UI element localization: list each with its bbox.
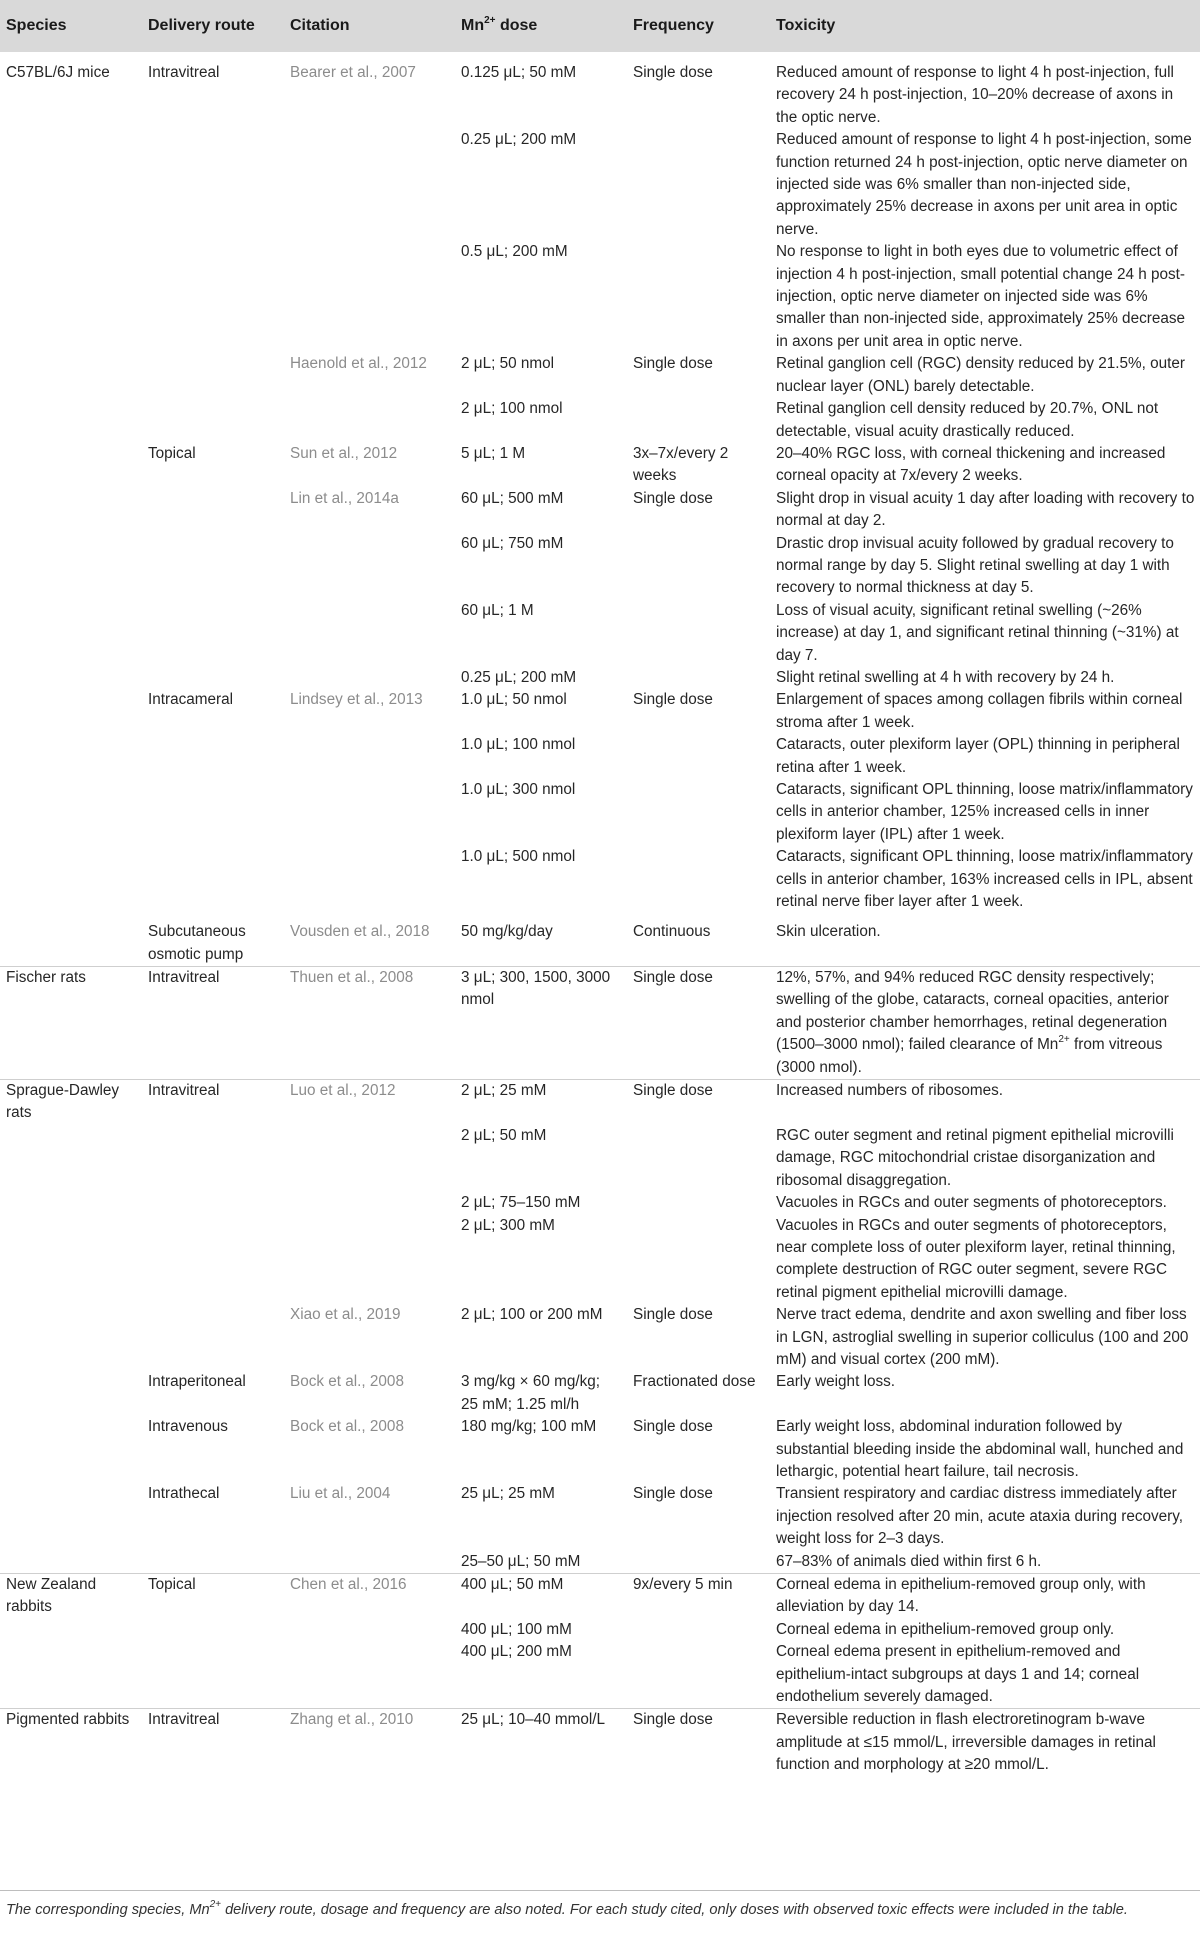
frequency-cell	[627, 1125, 770, 1192]
table-row	[0, 967, 1200, 1080]
frequency-cell	[627, 533, 770, 600]
citation-cell	[284, 129, 455, 241]
dose-cell: 1.0 μL; 500 nmol	[461, 848, 576, 866]
citation-cell: Sun et al., 2012	[290, 444, 398, 462]
route-cell	[142, 533, 284, 600]
route-cell: Topical	[148, 444, 196, 462]
citation-cell	[284, 1551, 455, 1574]
header-row	[0, 0, 1200, 52]
dose-cell: 2 μL; 100 or 200 mM	[461, 1306, 603, 1324]
citation-cell	[284, 1192, 455, 1214]
species-cell	[0, 1215, 142, 1305]
toxicity-cell: Reduced amount of response to light 4 h post-injection, some function returned 24 h post-injection, optic nerve diameter on injected side was 6% smaller than non-injected side, approximately 25% decrease in axons per unit area in optic nerve.	[776, 131, 1192, 238]
route-cell	[142, 1641, 284, 1709]
species-cell	[0, 1416, 142, 1483]
frequency-cell	[627, 600, 770, 667]
dose-cell: 400 μL; 200 mM	[455, 1641, 627, 1709]
species-cell	[0, 600, 142, 667]
table-row	[0, 689, 1200, 734]
dose-cell: 50 mg/kg/day	[455, 921, 627, 966]
frequency-cell: Single dose	[633, 489, 713, 507]
route-cell: Topical	[148, 1576, 196, 1593]
toxicity-cell: Vacuoles in RGCs and outer segments of photoreceptors, near complete loss of outer plexiform layer, retinal thinning, complete destruction of RGC outer segment, severe RGC retinal pigment epithelial microvilli damage.	[776, 1216, 1176, 1301]
header-citation: Citation	[290, 17, 350, 34]
table-row	[0, 443, 1200, 488]
species-cell	[0, 1483, 142, 1550]
superscript: 2+	[209, 1899, 222, 1911]
table-row	[0, 241, 1200, 353]
route-cell	[142, 129, 284, 241]
table-row	[0, 1192, 1200, 1214]
dose-cell: 2 μL; 50 mM	[461, 1126, 547, 1144]
citation-cell	[284, 846, 455, 921]
citation-cell: Thuen et al., 2008	[284, 967, 455, 1080]
frequency-cell	[627, 779, 770, 846]
toxicity-cell: Retinal ganglion cell density reduced by 20.7%, ONL not detectable, visual acuity drastically reduced.	[776, 400, 1159, 440]
route-cell	[142, 488, 284, 533]
toxicity-cell: Vacuoles in RGCs and outer segments of photoreceptors.	[776, 1194, 1167, 1212]
route-cell: Intravitreal	[142, 967, 284, 1080]
dose-cell: 5 μL; 1 M	[461, 444, 526, 462]
toxicity-cell: Early weight loss, abdominal induration followed by substantial bleeding inside the abdominal wall, hunched and lethargic, potential heart failure, tail necrosis.	[776, 1418, 1184, 1480]
table-row	[0, 1641, 1200, 1709]
table-footnote: The corresponding species, $Mn^{2+}$ delivery route, dosage and frequency are also noted. For each study cited, only doses with observed toxic effects were included in the table.	[6, 1899, 1128, 1918]
frequency-cell	[627, 1192, 770, 1214]
toxicity-cell: Cataracts, significant OPL thinning, loose matrix/inflammatory cells in anterior chamber, 125% increased cells in inner plexiform layer (IPL) after 1 week.	[776, 781, 1193, 843]
citation-cell	[284, 1125, 455, 1192]
dose-cell: 3 mg/kg × 60 mg/kg; 25 mM; 1.25 ml/h	[461, 1373, 601, 1413]
route-cell	[142, 734, 284, 779]
frequency-cell	[627, 1215, 770, 1305]
table-row	[0, 846, 1200, 921]
toxicity-cell: 12%, 57%, and 94% reduced RGC density respectively; swelling of the globe, cataracts, corneal opacities, anterior and posterior chamber hemorrhages, retinal degeneration (1500–3000 nmol); failed clearance of $Mn^{2+}$ from vitreous (3000 nmol).	[770, 967, 1200, 1080]
species-cell: Pigmented rabbits	[6, 1711, 130, 1729]
table-row	[0, 1215, 1200, 1305]
citation-cell	[284, 779, 455, 846]
species-cell	[0, 1125, 142, 1192]
citation-cell: Lin et al., 2014a	[290, 489, 399, 507]
frequency-cell: Single dose	[633, 691, 713, 709]
frequency-cell: Single dose	[633, 1418, 713, 1436]
citation-cell: Luo et al., 2012	[290, 1082, 396, 1100]
route-cell: Intrathecal	[148, 1485, 220, 1503]
frequency-cell	[627, 1641, 770, 1709]
dose-cell: 60 μL; 1 M	[461, 601, 534, 619]
route-cell	[142, 1125, 284, 1192]
dose-cell: 60 μL; 750 mM	[461, 534, 564, 552]
frequency-cell: Single dose	[633, 64, 713, 81]
species-cell	[0, 1641, 142, 1709]
frequency-cell	[627, 241, 770, 353]
dose-cell: 60 μL; 500 mM	[461, 489, 564, 507]
table-row	[0, 1619, 1200, 1641]
frequency-cell: Single dose	[633, 1306, 713, 1324]
route-cell: Intracameral	[148, 691, 234, 709]
route-cell: Intravitreal	[148, 1711, 220, 1729]
species-cell	[0, 1304, 142, 1371]
table-row	[0, 1125, 1200, 1192]
table-row	[0, 600, 1200, 667]
toxicity-cell: 67–83% of animals died within first 6 h.	[770, 1551, 1200, 1574]
toxicity-cell: Early weight loss.	[776, 1373, 896, 1391]
frequency-cell	[627, 667, 770, 689]
route-cell	[142, 1192, 284, 1214]
frequency-cell: 9x/every 5 min	[633, 1576, 733, 1593]
header-toxicity: Toxicity	[776, 17, 836, 34]
route-cell	[142, 600, 284, 667]
table-row	[0, 52, 1200, 129]
toxicity-cell: Slight drop in visual acuity 1 day after loading with recovery to normal at day 2.	[776, 489, 1195, 530]
toxicity-cell: Reversible reduction in flash electroretinogram b-wave amplitude at ≤15 mmol/L, irreversible damages in retinal function and morphology at ≥20 mmol/L.	[776, 1711, 1156, 1774]
dose-cell: 0.25 μL; 200 mM	[461, 131, 577, 149]
toxicity-cell: Reduced amount of response to light 4 h post-injection, full recovery 24 h post-injection, 10–20% decrease of axons in the optic nerve.	[776, 64, 1174, 126]
citation-cell: Bock et al., 2008	[290, 1418, 404, 1436]
toxicity-cell: Increased numbers of ribosomes.	[776, 1082, 1004, 1100]
dose-cell: 25 μL; 25 mM	[461, 1485, 555, 1503]
frequency-cell	[627, 1551, 770, 1574]
dose-cell: 2 μL; 100 nmol	[461, 400, 563, 418]
dose-cell: 180 mg/kg; 100 mM	[461, 1418, 597, 1436]
frequency-cell: Single dose	[627, 967, 770, 1080]
toxicity-cell: Corneal edema present in epithelium-removed and epithelium-intact subgroups at days 1 and 14; corneal endothelium severely damaged.	[770, 1641, 1200, 1709]
frequency-cell: 3x–7x/every 2 weeks	[633, 444, 729, 485]
dose-cell: 2 μL; 75–150 mM	[461, 1194, 581, 1212]
route-cell	[142, 1551, 284, 1574]
citation-cell: Zhang et al., 2010	[290, 1711, 414, 1729]
dose-cell: 0.5 μL; 200 mM	[461, 243, 568, 261]
table-row	[0, 1483, 1200, 1550]
table-row	[0, 734, 1200, 779]
species-cell	[0, 779, 142, 846]
species-cell	[0, 443, 142, 488]
route-cell	[142, 1619, 284, 1641]
dose-cell: 25 μL; 10–40 mmol/L	[461, 1711, 606, 1729]
toxicity-cell: Corneal edema in epithelium-removed group only, with alleviation by day 14.	[776, 1576, 1146, 1616]
dose-cell: 3 μL; 300, 1500, 3000 nmol	[455, 967, 627, 1080]
table-row	[0, 398, 1200, 443]
toxicity-cell: Drastic drop invisual acuity followed by gradual recovery to normal range by day 5. Slight retinal swelling at day 1 with recovery to normal thickness at day 5.	[776, 534, 1174, 597]
citation-cell: Haenold et al., 2012	[290, 355, 427, 373]
citation-cell	[284, 667, 455, 689]
species-cell	[0, 921, 142, 966]
dose-cell: 2 μL; 50 nmol	[461, 355, 554, 373]
toxicity-cell: Transient respiratory and cardiac distress immediately after injection resolved after 20 min, acute ataxia during recovery, weight loss for 2–3 days.	[776, 1485, 1183, 1548]
frequency-cell	[627, 1619, 770, 1641]
species-cell: Fischer rats	[0, 967, 142, 1080]
table-row	[0, 667, 1200, 689]
frequency-cell: Continuous	[627, 921, 770, 966]
toxicity-cell: No response to light in both eyes due to volumetric effect of injection 4 h post-injection, small potential change 24 h post-injection, optic nerve diameter on injected side was 6% smaller than non-injected side, approximately 25% decrease in axons per unit area in optic nerve.	[776, 243, 1186, 350]
frequency-cell: Single dose	[633, 1082, 713, 1100]
table-body	[0, 52, 1200, 1777]
species-cell	[0, 398, 142, 443]
frequency-cell	[627, 129, 770, 241]
table-row	[0, 129, 1200, 241]
route-cell	[142, 353, 284, 398]
toxicity-cell: Slight retinal swelling at 4 h with recovery by 24 h.	[776, 668, 1115, 686]
toxicity-cell: Skin ulceration.	[770, 921, 1200, 966]
toxicity-cell: Enlargement of spaces among collagen fibrils within corneal stroma after 1 week.	[776, 691, 1183, 731]
citation-cell	[284, 1619, 455, 1641]
route-cell	[142, 1215, 284, 1305]
citation-cell	[284, 1641, 455, 1709]
route-cell	[142, 846, 284, 921]
dose-cell: 25–50 μL; 50 mM	[455, 1551, 627, 1574]
species-cell: Sprague-Dawley rats	[6, 1082, 120, 1122]
superscript: 2+	[1058, 1034, 1070, 1046]
species-cell	[0, 1619, 142, 1641]
dose-cell: 400 μL; 50 mM	[461, 1576, 564, 1593]
table-row	[0, 779, 1200, 846]
species-cell	[0, 129, 142, 241]
citation-cell	[284, 241, 455, 353]
route-cell: Intraperitoneal	[148, 1373, 246, 1391]
citation-cell: Bock et al., 2008	[290, 1373, 404, 1391]
route-cell: Intravitreal	[148, 64, 220, 81]
route-cell: Subcutaneous osmotic pump	[142, 921, 284, 966]
table-row	[0, 1574, 1200, 1619]
frequency-cell: Single dose	[633, 1485, 713, 1503]
frequency-cell: Fractionated dose	[633, 1373, 756, 1391]
citation-cell	[284, 398, 455, 443]
header-route: Delivery route	[148, 17, 255, 34]
species-cell: New Zealand rabbits	[6, 1576, 97, 1616]
table-row	[0, 1304, 1200, 1371]
route-cell	[142, 398, 284, 443]
toxicity-cell: Retinal ganglion cell (RGC) density reduced by 21.5%, outer nuclear layer (ONL) barely detectable.	[776, 355, 1185, 395]
table-row	[0, 1416, 1200, 1483]
dose-cell: 0.125 μL; 50 mM	[461, 64, 577, 81]
toxicity-cell: 20–40% RGC loss, with corneal thickening and increased corneal opacity at 7x/every 2 weeks.	[776, 444, 1166, 485]
citation-cell	[284, 1215, 455, 1305]
dose-cell: 1.0 μL; 100 nmol	[461, 736, 576, 754]
table-row	[0, 353, 1200, 398]
header-dose: $Mn^{2+}$ dose	[461, 14, 538, 34]
species-cell	[0, 667, 142, 689]
route-cell	[142, 779, 284, 846]
species-cell	[0, 846, 142, 921]
species-cell: C57BL/6J mice	[6, 64, 110, 81]
species-cell	[0, 1371, 142, 1416]
frequency-cell: Single dose	[633, 355, 713, 373]
citation-cell: Lindsey et al., 2013	[290, 691, 423, 709]
toxicity-cell: Cataracts, outer plexiform layer (OPL) thinning in peripheral retina after 1 week.	[776, 736, 1180, 776]
route-cell: Intravenous	[148, 1418, 228, 1436]
species-cell	[0, 1551, 142, 1574]
citation-cell	[284, 734, 455, 779]
citation-cell: Liu et al., 2004	[290, 1485, 391, 1503]
dose-cell: 0.25 μL; 200 mM	[461, 668, 577, 686]
frequency-cell: Single dose	[633, 1711, 713, 1729]
species-cell	[0, 689, 142, 734]
route-cell	[142, 667, 284, 689]
dose-cell: 1.0 μL; 300 nmol	[461, 781, 576, 798]
table-row	[0, 1709, 1200, 1777]
toxicity-cell: Cataracts, significant OPL thinning, loose matrix/inflammatory cells in anterior chamber, 163% increased cells in IPL, absent retinal nerve fiber layer after 1 week.	[776, 848, 1193, 911]
species-cell	[0, 533, 142, 600]
table-row	[0, 1371, 1200, 1416]
species-cell	[0, 241, 142, 353]
frequency-cell	[627, 398, 770, 443]
table-row	[0, 488, 1200, 533]
species-cell	[0, 734, 142, 779]
species-cell	[0, 488, 142, 533]
frequency-cell	[627, 846, 770, 921]
route-cell: Intravitreal	[148, 1082, 220, 1100]
table-row	[0, 921, 1200, 966]
header-species: Species	[6, 17, 67, 34]
dose-cell: 2 μL; 25 mM	[461, 1082, 547, 1100]
dose-cell: 400 μL; 100 mM	[461, 1620, 572, 1638]
citation-cell: Chen et al., 2016	[290, 1576, 407, 1593]
header-dose-superscript: 2+	[484, 14, 496, 26]
table-row	[0, 1551, 1200, 1574]
table-row	[0, 1080, 1200, 1125]
header-frequency: Frequency	[633, 17, 714, 34]
table-row	[0, 533, 1200, 600]
citation-cell: Vousden et al., 2018	[284, 921, 455, 966]
toxicity-cell: Nerve tract edema, dendrite and axon swelling and fiber loss in LGN, astroglial swelling in superior colliculus (100 and 200 mM) and visual cortex (200 mM).	[776, 1306, 1189, 1368]
dose-cell: 1.0 μL; 50 nmol	[461, 691, 567, 709]
toxicity-cell: Corneal edema in epithelium-removed group only.	[776, 1620, 1115, 1638]
citation-cell: Bearer et al., 2007	[290, 64, 416, 81]
citation-cell	[284, 600, 455, 667]
route-cell	[142, 1304, 284, 1371]
species-cell	[0, 1192, 142, 1214]
toxicity-cell: RGC outer segment and retinal pigment epithelial microvilli damage, RGC mitochondrial cristae disorganization and ribosomal disaggregation.	[776, 1126, 1174, 1189]
species-cell	[0, 353, 142, 398]
toxicity-cell: Loss of visual acuity, significant retinal swelling (~26% increase) at day 1, and significant retinal thinning (~31%) at day 7.	[776, 601, 1179, 664]
frequency-cell	[627, 734, 770, 779]
route-cell	[142, 241, 284, 353]
citation-cell: Xiao et al., 2019	[290, 1306, 401, 1324]
table-bottom-rule	[0, 1890, 1200, 1891]
dose-cell: 2 μL; 300 mM	[461, 1216, 555, 1234]
citation-cell	[284, 533, 455, 600]
